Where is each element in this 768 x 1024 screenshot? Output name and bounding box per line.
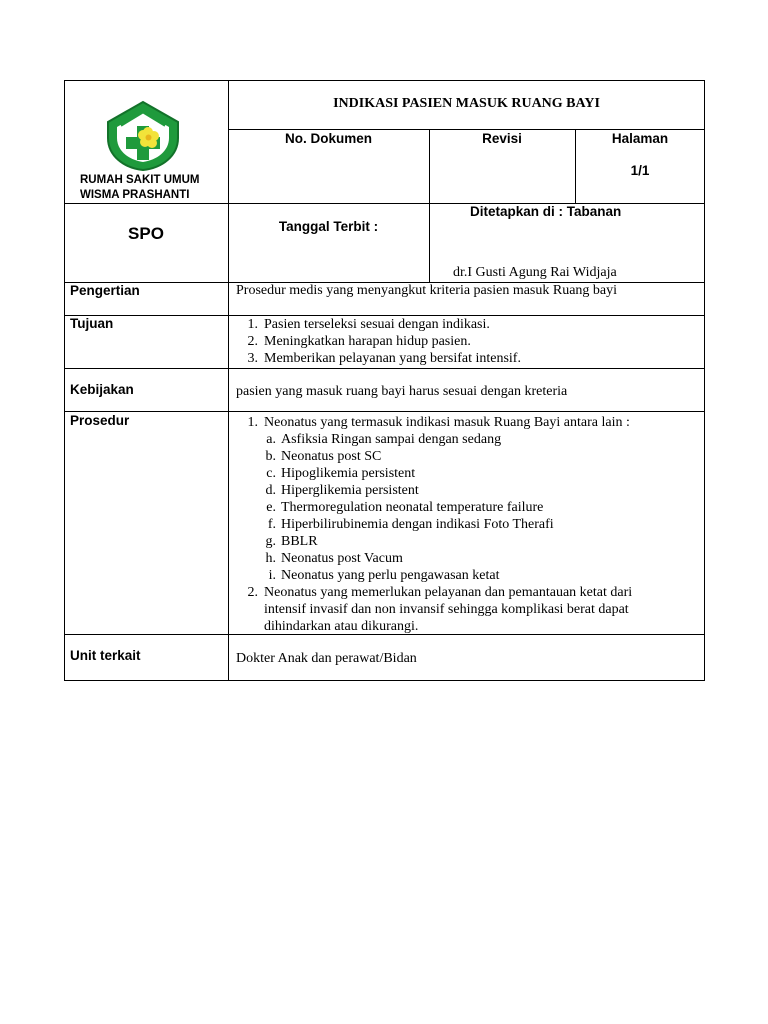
signer-name: dr.I Gusti Agung Rai Widjaja: [453, 265, 617, 280]
sub-list-item: d. Hiperglikemia persistent: [265, 483, 419, 498]
header-mid-rule-right: [228, 203, 705, 204]
kebijakan-label: Kebijakan: [70, 382, 134, 397]
column-divider: [228, 80, 229, 681]
tanggal-ditetapkan-divider: [429, 203, 430, 282]
title-rule: [228, 129, 705, 130]
prosedur-list: [234, 414, 632, 635]
spo-label: SPO: [128, 224, 164, 243]
list-item: 1. Neonatus yang termasuk indikasi masuk Ruang Bayi antara lain :: [247, 415, 630, 430]
halaman-value: 1/1: [630, 163, 650, 178]
hospital-name-line2: WISMA PRASHANTI: [80, 189, 190, 201]
unit-terkait-text: Dokter Anak dan perawat/Bidan: [236, 651, 417, 666]
list-item: 1. Pasien terseleksi sesuai dengan indikasi.: [247, 317, 490, 332]
tanggal-terbit-label: Tanggal Terbit :: [278, 219, 379, 234]
sub-list-item: h. Neonatus post Vacum: [265, 551, 403, 566]
hospital-name-line1: RUMAH SAKIT UMUM: [80, 174, 200, 186]
sub-list-item: g. BBLR: [265, 534, 318, 549]
unit-terkait-label: Unit terkait: [70, 648, 141, 663]
ditetapkan-label: Ditetapkan di : Tabanan: [470, 204, 622, 219]
revisi-label: Revisi: [482, 131, 522, 146]
sub-list-item: b. Neonatus post SC: [265, 449, 382, 464]
tujuan-label: Tujuan: [70, 316, 114, 331]
halaman-label: Halaman: [611, 131, 669, 146]
pengertian-label: Pengertian: [70, 283, 140, 298]
sub-list-item: e. Thermoregulation neonatal temperature failure: [266, 500, 544, 515]
pengertian-text: Prosedur medis yang menyangkut kriteria pasien masuk Ruang bayi: [236, 283, 618, 298]
tujuan-list: [234, 316, 521, 367]
sub-list-item: a. Asfiksia Ringan sampai dengan sedang: [266, 432, 502, 447]
prosedur-label: Prosedur: [70, 413, 130, 428]
tujuan-rule: [64, 368, 705, 369]
doc-number-label: No. Dokumen: [284, 131, 372, 146]
header-mid-rule-left: [64, 203, 228, 204]
hospital-cross-logo-icon: [102, 100, 184, 172]
kebijakan-text: pasien yang masuk ruang bayi harus sesuai dengan kreteria: [236, 384, 568, 399]
sub-list-item: c. Hipoglikemia persistent: [266, 466, 416, 481]
page-title: INDIKASI PASIEN MASUK RUANG BAYI: [333, 96, 600, 111]
sub-list: [234, 431, 632, 584]
sub-list-item: f. Hiperbilirubinemia dengan indikasi Foto Therafi: [267, 517, 554, 532]
sub-list-item: i. Neonatus yang perlu pengawasan ketat: [268, 568, 500, 583]
list-item: 3. Memberikan pelayanan yang bersifat intensif.: [247, 351, 521, 366]
hospital-logo: [102, 100, 184, 172]
list-item: 2. Meningkatkan harapan hidup pasien.: [247, 334, 471, 349]
list-item: 2. Neonatus yang memerlukan pelayanan dan pemantauan ketat dari intensif invasif dan non invansif sehingga komplikasi berat dapat dihindarkan atau dikurangi.: [247, 585, 633, 634]
kebijakan-rule: [64, 411, 705, 412]
